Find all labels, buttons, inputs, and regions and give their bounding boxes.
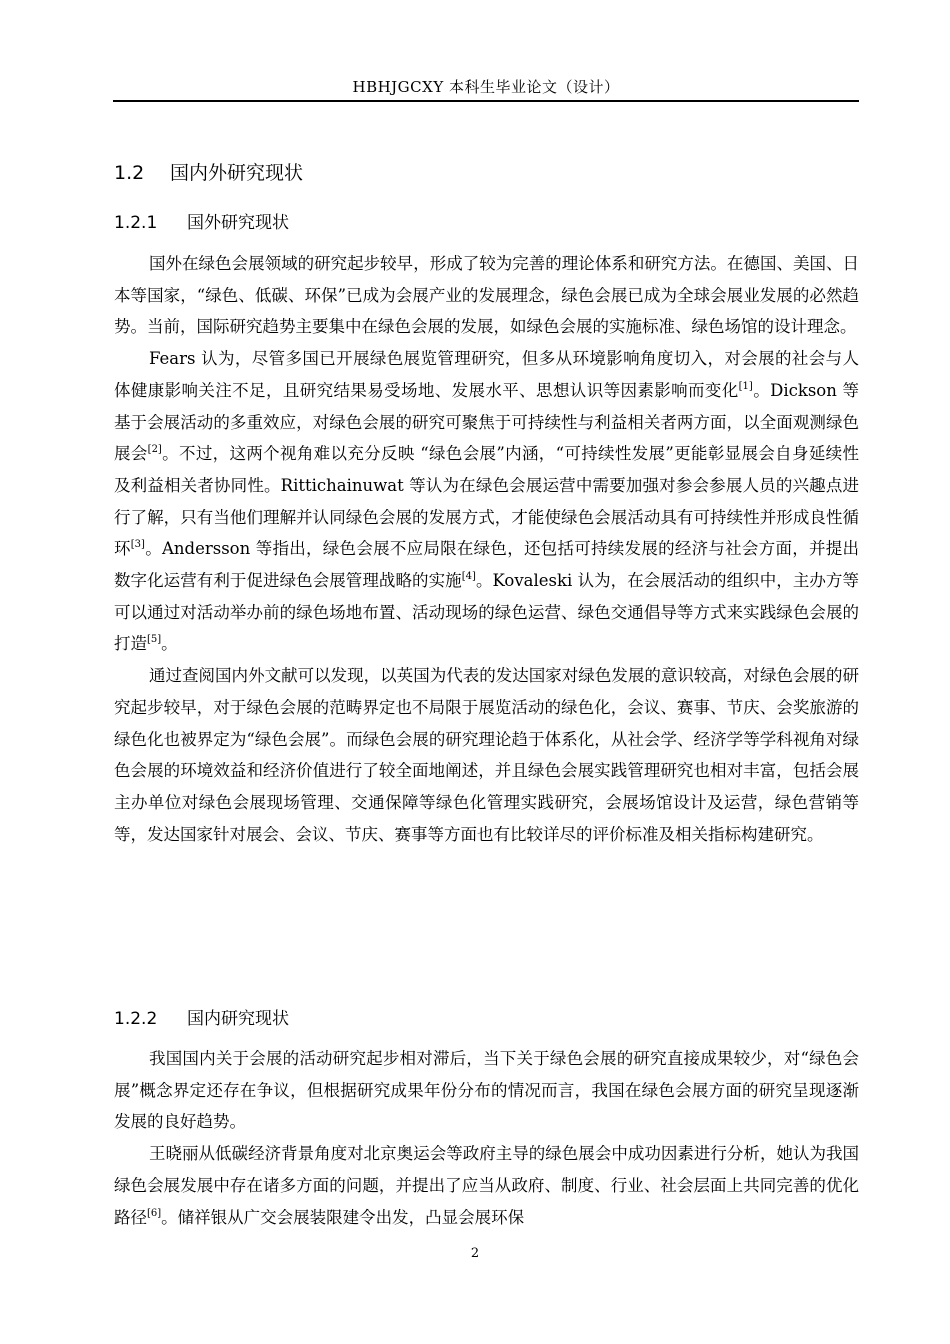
paragraph: 通过查阅国内外文献可以发现，以英国为代表的发达国家对绿色发展的意识较高，对绿色会展的研究起步较早，对于绿色会展的范畴界定也不局限于展览活动的绿色化，会议、赛事、节庆、会奖旅游的绿色化也被界定为“绿色会展”。而绿色会展的研究理论趋于体系化，从社会学、经济学等学科视角对绿色会展的环境效益和经济价值进行了较全面地阐述，并且绿色会展实践管理研究也相对丰富，包括会展主办单位对绿色会展现场管理、交通保障等绿色化管理实践研究，会展场馆设计及运营，绿色营销等等，发达国家针对展会、会议、节庆、赛事等方面也有比较详尽的评价标准及相关指标构建研究。 [114,666,859,844]
citation-ref: [3] [130,539,145,551]
page-header: HBHJGCXY 本科生毕业论文（设计） [352,78,620,96]
subsection-title: 国内研究现状 [187,1009,289,1029]
subsection-title: 国外研究现状 [187,213,289,233]
paragraph: 我国国内关于会展的活动研究起步相对滞后，当下关于绿色会展的研究直接成果较少，对“绿色会展”概念界定还存在争议，但根据研究成果年份分布的情况而言，我国在绿色会展方面的研究呈现逐渐发展的良好趋势。 [114,1049,859,1132]
citation-ref: [4] [461,571,476,583]
paragraph: 国外在绿色会展领域的研究起步较早，形成了较为完善的理论体系和研究方法。在德国、美国、日本等国家，“绿色、低碳、环保”已成为会展产业的发展理念，绿色会展已成为全球会展业发展的必然趋势。当前，国际研究趋势主要集中在绿色会展的发展，如绿色会展的实施标准、绿色场馆的设计理念。 [114,254,859,337]
header-rule [113,100,859,102]
foreign-research-body [114,248,859,850]
citation-ref: [6] [147,1207,162,1219]
subsection-heading-domestic [114,1004,289,1029]
subsection-number: 1.2.1 [114,213,158,233]
section-number: 1.2 [114,162,145,184]
paragraph: Fears 认为，尽管多国已开展绿色展览管理研究，但多从环境影响角度切入，对会展的社会与人体健康影响关注不足，且研究结果易受场地、发展水平、思想认识等因素影响而变化[1]。Dickson 等基于会展活动的多重效应，对绿色会展的研究可聚焦于可持续性与利益相关者两方面，以全面观测绿色展会[2]。不过，这两个视角难以充分反映 “绿色会展”内涵，“可持续性发展”更能彰显展会自身延续性及利益相关者协同性。Rittichainuwat 等认为在绿色会展运营中需要加强对参会参展人员的兴趣点进行了解，只有当他们理解并认同绿色会展的发展方式，才能使绿色会展活动具有可持续性并形成良性循环[3]。Andersson 等指出，绿色会展不应局限在绿色，还包括可持续发展的经济与社会方面，并提出数字化运营有利于促进绿色会展管理战略的实施[4]。Kovaleski 认为，在会展活动的组织中，主办方等可以通过对活动举办前的绿色场地布置、活动现场的绿色运营、绿色交通倡导等方式来实践绿色会展的打造[5]。 [114,349,859,654]
subsection-number: 1.2.2 [114,1009,158,1029]
domestic-research-body [114,1043,859,1233]
section-title: 国内外研究现状 [170,162,304,184]
paragraph: 王晓丽从低碳经济背景角度对北京奥运会等政府主导的绿色展会中成功因素进行分析，她认为我国绿色会展发展中存在诸多方面的问题，并提出了应当从政府、制度、行业、社会层面上共同完善的优化路径[6]。储祥银从广交会展装限建令出发，凸显会展环保 [114,1144,859,1227]
citation-ref: [5] [147,634,162,646]
subsection-heading-foreign [114,208,289,233]
citation-ref: [2] [147,444,162,456]
page-number: 2 [470,1246,480,1261]
section-heading [114,158,303,185]
citation-ref: [1] [738,380,753,392]
